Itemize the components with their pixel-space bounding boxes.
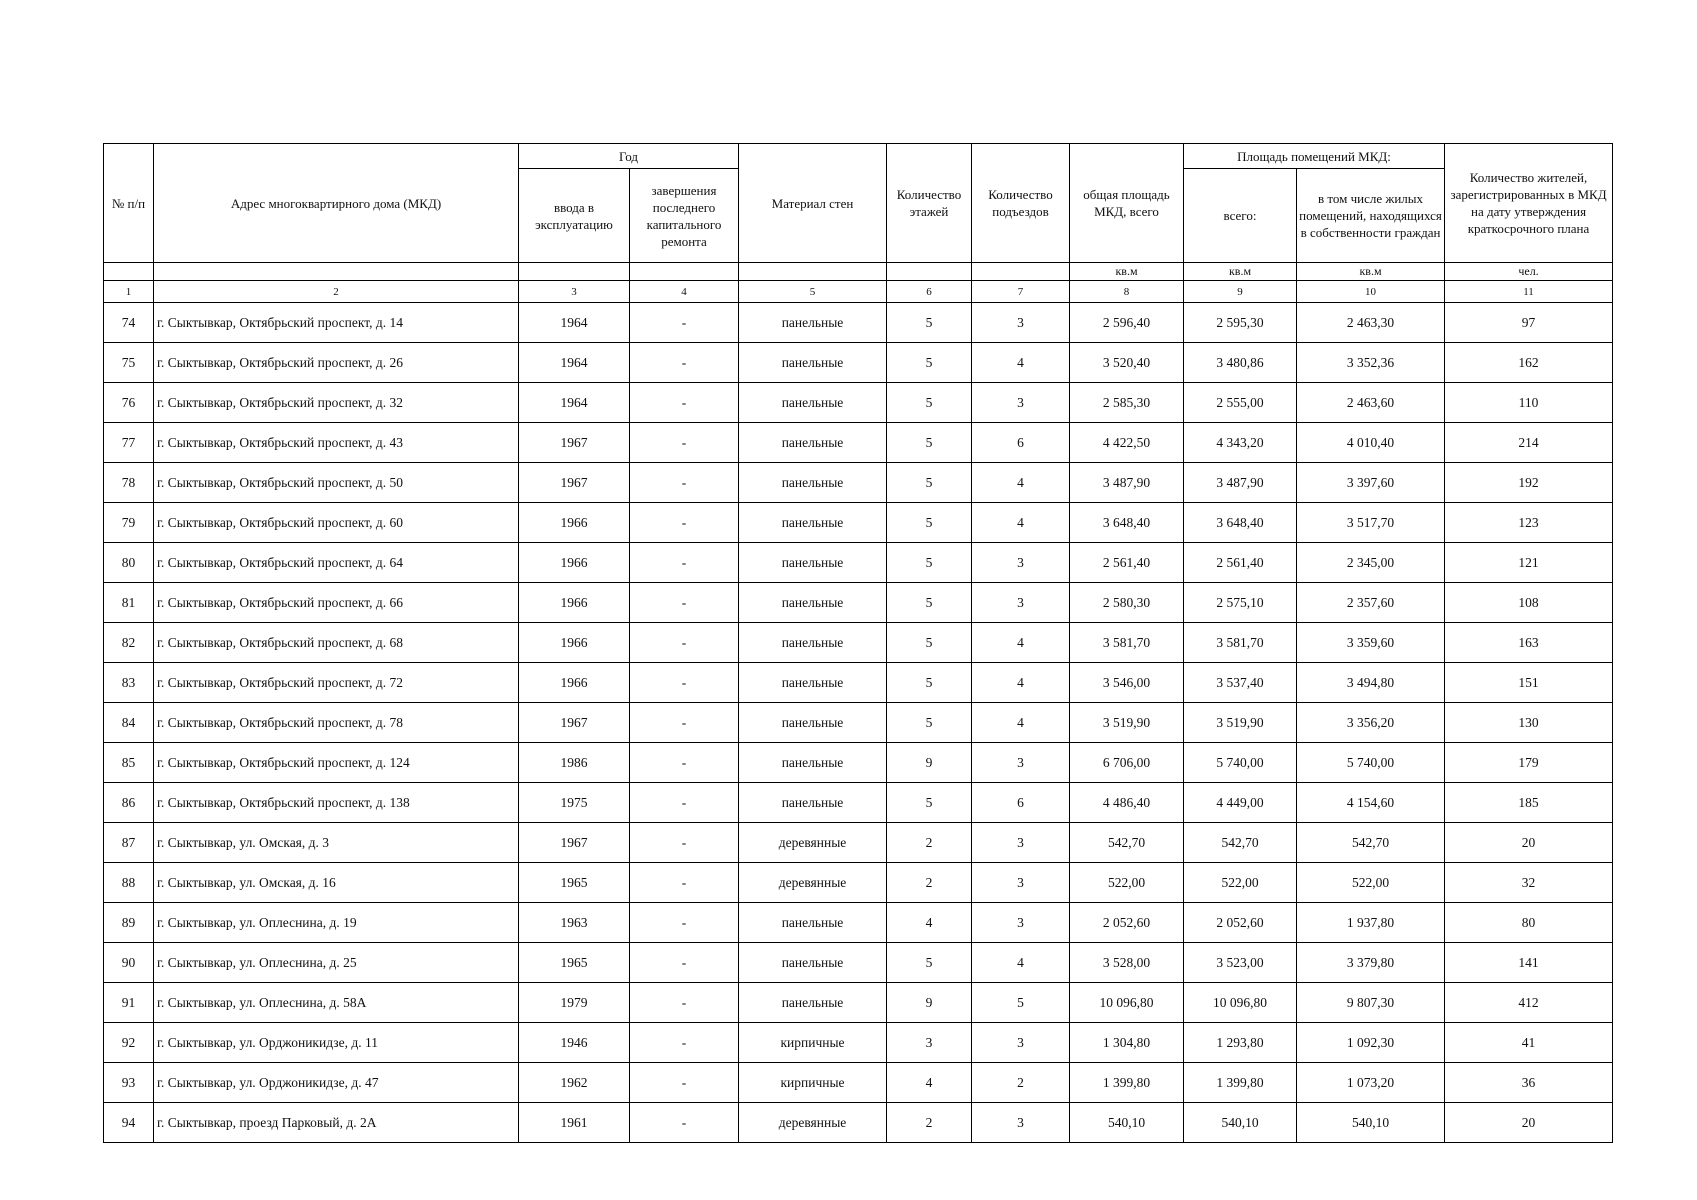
row-entrances: 3 (972, 903, 1070, 943)
table-row (104, 703, 1613, 743)
row-repair-year: - (630, 663, 739, 703)
row-area-all: 10 096,80 (1184, 983, 1297, 1023)
row-address: г. Сыктывкар, ул. Оплеснина, д. 19 (154, 903, 519, 943)
row-number: 90 (104, 943, 154, 983)
row-total-area: 3 546,00 (1070, 663, 1184, 703)
row-number: 81 (104, 583, 154, 623)
row-repair-year: - (630, 543, 739, 583)
row-repair-year: - (630, 423, 739, 463)
table-row (104, 303, 1613, 343)
table-row (104, 983, 1613, 1023)
row-residents: 163 (1445, 623, 1613, 663)
row-entrances: 3 (972, 863, 1070, 903)
row-floors: 5 (887, 783, 972, 823)
row-entrances: 6 (972, 783, 1070, 823)
row-number: 87 (104, 823, 154, 863)
unit-cell-empty (519, 263, 630, 281)
row-area-all: 2 052,60 (1184, 903, 1297, 943)
row-residents: 151 (1445, 663, 1613, 703)
row-residents: 123 (1445, 503, 1613, 543)
row-total-area: 3 520,40 (1070, 343, 1184, 383)
row-total-area: 6 706,00 (1070, 743, 1184, 783)
row-entrances: 2 (972, 1063, 1070, 1103)
row-area-all: 5 740,00 (1184, 743, 1297, 783)
row-residents: 108 (1445, 583, 1613, 623)
row-wall-material: панельные (739, 663, 887, 703)
row-address: г. Сыктывкар, Октябрьский проспект, д. 138 (154, 783, 519, 823)
row-area-all: 540,10 (1184, 1103, 1297, 1143)
row-entrances: 4 (972, 943, 1070, 983)
row-residents: 41 (1445, 1023, 1613, 1063)
row-floors: 2 (887, 823, 972, 863)
row-year: 1966 (519, 543, 630, 583)
row-entrances: 6 (972, 423, 1070, 463)
row-floors: 5 (887, 543, 972, 583)
row-repair-year: - (630, 1103, 739, 1143)
row-area-all: 2 595,30 (1184, 303, 1297, 343)
row-area-residential: 3 352,36 (1297, 343, 1445, 383)
row-address: г. Сыктывкар, Октябрьский проспект, д. 32 (154, 383, 519, 423)
table-row (104, 503, 1613, 543)
row-total-area: 3 581,70 (1070, 623, 1184, 663)
header-wall-material: Материал стен (739, 144, 887, 263)
row-address: г. Сыктывкар, Октябрьский проспект, д. 64 (154, 543, 519, 583)
column-number: 1 (104, 281, 154, 303)
header-total-area: общая площадь МКД, всего (1070, 144, 1184, 263)
row-wall-material: деревянные (739, 1103, 887, 1143)
row-floors: 5 (887, 303, 972, 343)
row-residents: 20 (1445, 1103, 1613, 1143)
row-area-residential: 9 807,30 (1297, 983, 1445, 1023)
table-row (104, 463, 1613, 503)
row-number: 84 (104, 703, 154, 743)
row-number: 92 (104, 1023, 154, 1063)
row-number: 89 (104, 903, 154, 943)
row-floors: 5 (887, 463, 972, 503)
column-number: 6 (887, 281, 972, 303)
row-residents: 36 (1445, 1063, 1613, 1103)
row-entrances: 3 (972, 823, 1070, 863)
row-floors: 5 (887, 703, 972, 743)
row-area-residential: 522,00 (1297, 863, 1445, 903)
row-total-area: 1 399,80 (1070, 1063, 1184, 1103)
table-row (104, 743, 1613, 783)
row-repair-year: - (630, 343, 739, 383)
row-area-all: 3 480,86 (1184, 343, 1297, 383)
row-repair-year: - (630, 1023, 739, 1063)
row-entrances: 4 (972, 463, 1070, 503)
row-number: 74 (104, 303, 154, 343)
row-floors: 5 (887, 503, 972, 543)
row-number: 93 (104, 1063, 154, 1103)
row-address: г. Сыктывкар, Октябрьский проспект, д. 43 (154, 423, 519, 463)
row-wall-material: панельные (739, 783, 887, 823)
row-entrances: 3 (972, 1023, 1070, 1063)
row-floors: 5 (887, 383, 972, 423)
header-year-group: Год (519, 144, 739, 169)
row-year: 1961 (519, 1103, 630, 1143)
row-entrances: 5 (972, 983, 1070, 1023)
row-year: 1966 (519, 503, 630, 543)
mkd-table (103, 143, 1613, 1143)
row-address: г. Сыктывкар, ул. Орджоникидзе, д. 11 (154, 1023, 519, 1063)
unit-cell-empty (104, 263, 154, 281)
row-year: 1965 (519, 943, 630, 983)
table-row (104, 863, 1613, 903)
row-number: 88 (104, 863, 154, 903)
row-residents: 121 (1445, 543, 1613, 583)
row-repair-year: - (630, 903, 739, 943)
row-wall-material: панельные (739, 343, 887, 383)
row-number: 86 (104, 783, 154, 823)
row-area-all: 3 523,00 (1184, 943, 1297, 983)
row-entrances: 3 (972, 303, 1070, 343)
row-year: 1966 (519, 583, 630, 623)
row-area-residential: 2 357,60 (1297, 583, 1445, 623)
row-entrances: 3 (972, 743, 1070, 783)
table-row (104, 823, 1613, 863)
row-repair-year: - (630, 943, 739, 983)
unit-total-area: кв.м (1070, 263, 1184, 281)
row-residents: 412 (1445, 983, 1613, 1023)
row-area-all: 1 399,80 (1184, 1063, 1297, 1103)
row-wall-material: панельные (739, 903, 887, 943)
row-total-area: 2 561,40 (1070, 543, 1184, 583)
row-total-area: 2 596,40 (1070, 303, 1184, 343)
row-area-residential: 2 345,00 (1297, 543, 1445, 583)
row-floors: 5 (887, 663, 972, 703)
row-floors: 5 (887, 583, 972, 623)
row-repair-year: - (630, 463, 739, 503)
column-number: 8 (1070, 281, 1184, 303)
header-floors: Количество этажей (887, 144, 972, 263)
column-number: 2 (154, 281, 519, 303)
row-entrances: 4 (972, 703, 1070, 743)
row-area-residential: 3 517,70 (1297, 503, 1445, 543)
row-floors: 3 (887, 1023, 972, 1063)
row-floors: 2 (887, 863, 972, 903)
table-row (104, 903, 1613, 943)
row-residents: 32 (1445, 863, 1613, 903)
row-repair-year: - (630, 383, 739, 423)
row-year: 1975 (519, 783, 630, 823)
row-area-residential: 3 379,80 (1297, 943, 1445, 983)
row-address: г. Сыктывкар, ул. Оплеснина, д. 25 (154, 943, 519, 983)
row-area-all: 1 293,80 (1184, 1023, 1297, 1063)
row-repair-year: - (630, 703, 739, 743)
row-repair-year: - (630, 1063, 739, 1103)
row-area-all: 3 581,70 (1184, 623, 1297, 663)
row-year: 1962 (519, 1063, 630, 1103)
row-wall-material: панельные (739, 623, 887, 663)
row-area-residential: 540,10 (1297, 1103, 1445, 1143)
table-row (104, 943, 1613, 983)
column-number: 9 (1184, 281, 1297, 303)
row-floors: 5 (887, 423, 972, 463)
table-row (104, 383, 1613, 423)
row-area-all: 2 555,00 (1184, 383, 1297, 423)
table-row (104, 583, 1613, 623)
row-area-all: 3 519,90 (1184, 703, 1297, 743)
row-number: 91 (104, 983, 154, 1023)
row-residents: 110 (1445, 383, 1613, 423)
row-year: 1967 (519, 423, 630, 463)
row-number: 94 (104, 1103, 154, 1143)
row-total-area: 2 585,30 (1070, 383, 1184, 423)
column-number: 10 (1297, 281, 1445, 303)
row-residents: 141 (1445, 943, 1613, 983)
row-area-residential: 3 356,20 (1297, 703, 1445, 743)
table-row (104, 423, 1613, 463)
row-year: 1946 (519, 1023, 630, 1063)
row-repair-year: - (630, 303, 739, 343)
row-wall-material: панельные (739, 743, 887, 783)
header-area-residential: в том числе жилых помещений, находящихся в собственности граждан (1297, 169, 1445, 263)
row-year: 1967 (519, 463, 630, 503)
row-area-all: 4 449,00 (1184, 783, 1297, 823)
row-year: 1979 (519, 983, 630, 1023)
row-address: г. Сыктывкар, ул. Орджоникидзе, д. 47 (154, 1063, 519, 1103)
row-residents: 192 (1445, 463, 1613, 503)
header-year-commission: ввода в эксплуатацию (519, 169, 630, 263)
row-total-area: 522,00 (1070, 863, 1184, 903)
row-area-residential: 542,70 (1297, 823, 1445, 863)
row-year: 1964 (519, 383, 630, 423)
row-wall-material: панельные (739, 583, 887, 623)
row-area-residential: 2 463,30 (1297, 303, 1445, 343)
row-total-area: 4 422,50 (1070, 423, 1184, 463)
row-wall-material: панельные (739, 503, 887, 543)
table-row (104, 783, 1613, 823)
unit-cell-empty (739, 263, 887, 281)
row-number: 78 (104, 463, 154, 503)
row-year: 1966 (519, 623, 630, 663)
row-address: г. Сыктывкар, ул. Омская, д. 16 (154, 863, 519, 903)
row-floors: 5 (887, 343, 972, 383)
row-entrances: 4 (972, 663, 1070, 703)
table-row (104, 663, 1613, 703)
row-residents: 179 (1445, 743, 1613, 783)
row-number: 83 (104, 663, 154, 703)
row-repair-year: - (630, 583, 739, 623)
row-area-all: 542,70 (1184, 823, 1297, 863)
row-floors: 4 (887, 1063, 972, 1103)
row-entrances: 3 (972, 583, 1070, 623)
row-address: г. Сыктывкар, Октябрьский проспект, д. 78 (154, 703, 519, 743)
row-total-area: 2 052,60 (1070, 903, 1184, 943)
row-area-residential: 5 740,00 (1297, 743, 1445, 783)
row-entrances: 4 (972, 503, 1070, 543)
row-year: 1986 (519, 743, 630, 783)
unit-area-all: кв.м (1184, 263, 1297, 281)
row-area-residential: 4 154,60 (1297, 783, 1445, 823)
table-row (104, 543, 1613, 583)
row-area-all: 3 537,40 (1184, 663, 1297, 703)
row-wall-material: деревянные (739, 823, 887, 863)
row-total-area: 3 487,90 (1070, 463, 1184, 503)
table-row (104, 623, 1613, 663)
unit-residents: чел. (1445, 263, 1613, 281)
column-number: 5 (739, 281, 887, 303)
row-year: 1964 (519, 343, 630, 383)
row-address: г. Сыктывкар, Октябрьский проспект, д. 14 (154, 303, 519, 343)
row-address: г. Сыктывкар, Октябрьский проспект, д. 68 (154, 623, 519, 663)
row-wall-material: панельные (739, 423, 887, 463)
row-number: 79 (104, 503, 154, 543)
row-wall-material: кирпичные (739, 1023, 887, 1063)
row-total-area: 3 519,90 (1070, 703, 1184, 743)
table-row (104, 1023, 1613, 1063)
row-entrances: 4 (972, 343, 1070, 383)
row-wall-material: панельные (739, 543, 887, 583)
row-area-all: 2 561,40 (1184, 543, 1297, 583)
row-area-residential: 4 010,40 (1297, 423, 1445, 463)
row-year: 1966 (519, 663, 630, 703)
header-residents: Количество жителей, зарегистрированных в МКД на дату утверждения краткосрочного плана (1445, 144, 1613, 263)
row-area-residential: 3 397,60 (1297, 463, 1445, 503)
row-entrances: 3 (972, 543, 1070, 583)
row-total-area: 3 648,40 (1070, 503, 1184, 543)
row-residents: 20 (1445, 823, 1613, 863)
row-area-all: 2 575,10 (1184, 583, 1297, 623)
row-address: г. Сыктывкар, Октябрьский проспект, д. 124 (154, 743, 519, 783)
row-area-residential: 1 073,20 (1297, 1063, 1445, 1103)
row-total-area: 4 486,40 (1070, 783, 1184, 823)
header-address: Адрес многоквартирного дома (МКД) (154, 144, 519, 263)
row-wall-material: панельные (739, 463, 887, 503)
row-number: 80 (104, 543, 154, 583)
row-address: г. Сыктывкар, Октябрьский проспект, д. 50 (154, 463, 519, 503)
row-repair-year: - (630, 623, 739, 663)
row-year: 1967 (519, 823, 630, 863)
row-residents: 185 (1445, 783, 1613, 823)
row-address: г. Сыктывкар, Октябрьский проспект, д. 66 (154, 583, 519, 623)
row-area-all: 522,00 (1184, 863, 1297, 903)
row-wall-material: панельные (739, 303, 887, 343)
row-year: 1963 (519, 903, 630, 943)
row-address: г. Сыктывкар, ул. Оплеснина, д. 58А (154, 983, 519, 1023)
row-residents: 162 (1445, 343, 1613, 383)
row-year: 1965 (519, 863, 630, 903)
column-number: 7 (972, 281, 1070, 303)
row-address: г. Сыктывкар, проезд Парковый, д. 2А (154, 1103, 519, 1143)
row-repair-year: - (630, 783, 739, 823)
table-row (104, 1063, 1613, 1103)
row-entrances: 3 (972, 1103, 1070, 1143)
unit-cell-empty (972, 263, 1070, 281)
row-wall-material: панельные (739, 703, 887, 743)
row-wall-material: панельные (739, 983, 887, 1023)
row-address: г. Сыктывкар, ул. Омская, д. 3 (154, 823, 519, 863)
row-area-residential: 1 937,80 (1297, 903, 1445, 943)
row-year: 1964 (519, 303, 630, 343)
row-repair-year: - (630, 863, 739, 903)
row-number: 75 (104, 343, 154, 383)
row-residents: 97 (1445, 303, 1613, 343)
row-floors: 5 (887, 943, 972, 983)
table-row (104, 1103, 1613, 1143)
row-repair-year: - (630, 983, 739, 1023)
row-residents: 130 (1445, 703, 1613, 743)
unit-cell-empty (887, 263, 972, 281)
header-area-group: Площадь помещений МКД: (1184, 144, 1445, 169)
header-num: № п/п (104, 144, 154, 263)
column-number: 11 (1445, 281, 1613, 303)
row-repair-year: - (630, 743, 739, 783)
row-floors: 4 (887, 903, 972, 943)
row-wall-material: панельные (739, 383, 887, 423)
row-entrances: 3 (972, 383, 1070, 423)
row-total-area: 542,70 (1070, 823, 1184, 863)
row-repair-year: - (630, 823, 739, 863)
header-area-all: всего: (1184, 169, 1297, 263)
column-number: 3 (519, 281, 630, 303)
row-area-residential: 3 494,80 (1297, 663, 1445, 703)
unit-cell-empty (154, 263, 519, 281)
header-year-repair: завершения последнего капитального ремонта (630, 169, 739, 263)
header-entrances: Количество подъездов (972, 144, 1070, 263)
row-floors: 5 (887, 623, 972, 663)
unit-area-residential: кв.м (1297, 263, 1445, 281)
row-entrances: 4 (972, 623, 1070, 663)
row-area-all: 3 648,40 (1184, 503, 1297, 543)
row-area-residential: 2 463,60 (1297, 383, 1445, 423)
row-wall-material: панельные (739, 943, 887, 983)
row-number: 77 (104, 423, 154, 463)
row-total-area: 10 096,80 (1070, 983, 1184, 1023)
row-address: г. Сыктывкар, Октябрьский проспект, д. 72 (154, 663, 519, 703)
row-repair-year: - (630, 503, 739, 543)
row-residents: 214 (1445, 423, 1613, 463)
row-wall-material: деревянные (739, 863, 887, 903)
unit-cell-empty (630, 263, 739, 281)
row-number: 76 (104, 383, 154, 423)
row-total-area: 1 304,80 (1070, 1023, 1184, 1063)
column-number-row (104, 281, 1613, 303)
row-area-residential: 1 092,30 (1297, 1023, 1445, 1063)
row-total-area: 2 580,30 (1070, 583, 1184, 623)
row-address: г. Сыктывкар, Октябрьский проспект, д. 26 (154, 343, 519, 383)
row-wall-material: кирпичные (739, 1063, 887, 1103)
row-area-residential: 3 359,60 (1297, 623, 1445, 663)
row-residents: 80 (1445, 903, 1613, 943)
row-total-area: 540,10 (1070, 1103, 1184, 1143)
row-area-all: 3 487,90 (1184, 463, 1297, 503)
table-body (104, 303, 1613, 1143)
table-row (104, 343, 1613, 383)
row-floors: 2 (887, 1103, 972, 1143)
row-area-all: 4 343,20 (1184, 423, 1297, 463)
row-floors: 9 (887, 983, 972, 1023)
row-number: 82 (104, 623, 154, 663)
row-floors: 9 (887, 743, 972, 783)
row-year: 1967 (519, 703, 630, 743)
row-total-area: 3 528,00 (1070, 943, 1184, 983)
row-address: г. Сыктывкар, Октябрьский проспект, д. 60 (154, 503, 519, 543)
row-number: 85 (104, 743, 154, 783)
column-number: 4 (630, 281, 739, 303)
